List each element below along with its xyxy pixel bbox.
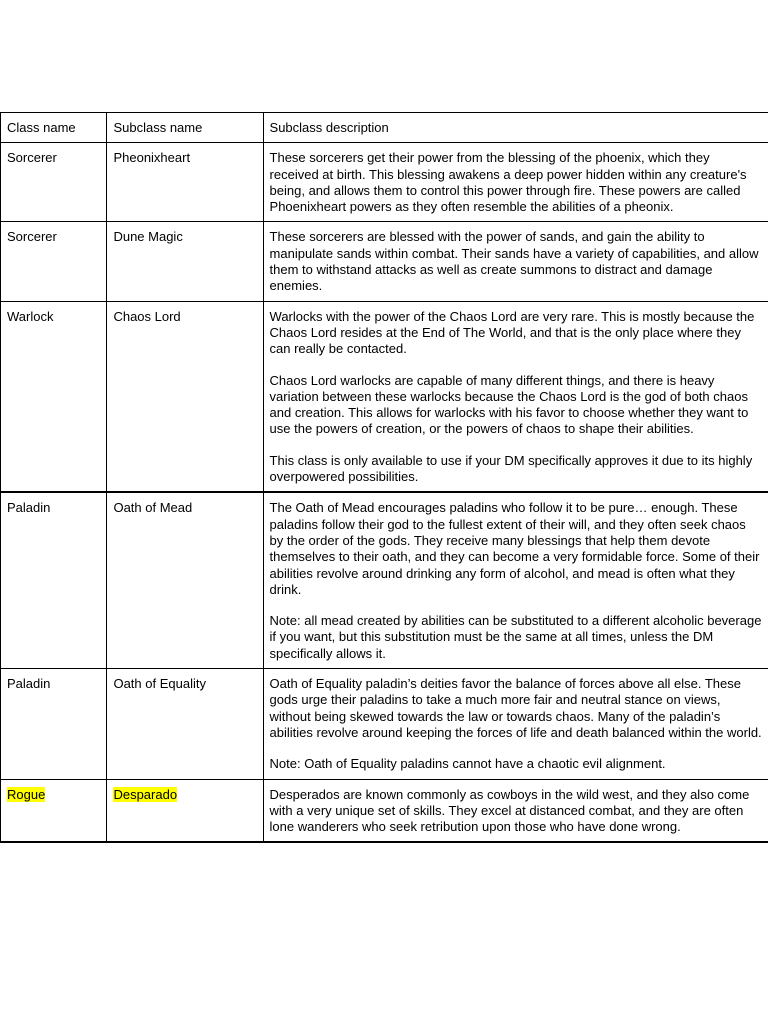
highlighted-subclass: Desparado: [113, 786, 178, 802]
highlighted-class: Rogue: [7, 786, 46, 802]
class-cell: Warlock: [1, 301, 107, 492]
header-subclass-description: Subclass description: [263, 113, 768, 143]
subclass-cell: Chaos Lord: [107, 301, 263, 492]
table-row: [1, 143, 768, 222]
subclass-cell: Dune Magic: [107, 222, 263, 301]
class-cell: Sorcerer: [1, 222, 107, 301]
class-cell: Sorcerer: [1, 143, 107, 222]
description-paragraph: Oath of Equality paladin’s deities favor the balance of forces above all else. These gods urge their paladins to take a much more fair and neutral stance on views, without being skewed towards the law or towards chaos. Many of the paladin’s abilities revolve around keeping the forces of life and death balanced within the world.: [269, 676, 762, 740]
class-cell: [1, 779, 107, 842]
description-paragraph: The Oath of Mead encourages paladins who follow it to be pure… enough. These paladins follow their god to the fullest extent of their will, and they often seek chaos by the order of the gods. They receive many blessings that help them devote themselves to their oath, and they can become a very formidable force. Some of their abilities revolve around drinking any form of alcohol, and mead is often what they drink.: [269, 500, 760, 597]
subclass-cell: Pheonixheart: [107, 143, 263, 222]
description-cell: [263, 143, 768, 222]
description-paragraph: Note: Oath of Equality paladins cannot have a chaotic evil alignment.: [269, 756, 666, 772]
table-row: [1, 492, 768, 668]
class-cell: Paladin: [1, 492, 107, 668]
table-row: [1, 669, 768, 779]
header-class-name: Class name: [1, 113, 107, 143]
subclass-table: [0, 112, 768, 843]
subclass-cell: [107, 779, 263, 842]
table-row: [1, 222, 768, 301]
table-row: [1, 301, 768, 492]
table-header-row: [1, 113, 768, 143]
description-cell: [263, 779, 768, 842]
description-cell: [263, 222, 768, 301]
description-paragraph: Chaos Lord warlocks are capable of many different things, and there is heavy variation between these warlocks because the Chaos Lord is the god of both chaos and creation. This allows for warlocks with his favor to choose whether they want to use the powers of creation, or the powers of chaos to shape their abilities.: [269, 372, 749, 437]
description-paragraph: This class is only available to use if your DM specifically approves it due to its highly overpowered possibilities.: [269, 452, 753, 485]
description-cell: [263, 301, 768, 492]
description-cell: [263, 492, 768, 668]
description-paragraph: Desperados are known commonly as cowboys in the wild west, and they also come with a very unique set of skills. They excel at distanced combat, and they are often lone wanderers who seek retribution upon those who have done wrong.: [269, 786, 750, 835]
table-row: [1, 779, 768, 842]
class-cell: Paladin: [1, 669, 107, 779]
description-paragraph: Warlocks with the power of the Chaos Lord are very rare. This is mostly because the Chaos Lord resides at the End of The World, and that is the only place where they can really be contacted.: [269, 308, 755, 357]
description-paragraph: Note: all mead created by abilities can be substituted to a different alcoholic beverage if you want, but this substitution must be the same at all times, unless the DM specifically allows it.: [269, 613, 762, 661]
subclass-cell: Oath of Mead: [107, 492, 263, 668]
header-subclass-name: Subclass name: [107, 113, 263, 143]
description-paragraph: These sorcerers get their power from the blessing of the phoenix, which they received at birth. This blessing awakens a deep power hidden within any creature's being, and allows them to control this power through fire. These powers are called Phoenixheart powers as they often resemble the abilities of a pheonix.: [269, 150, 747, 215]
subclass-cell: Oath of Equality: [107, 669, 263, 779]
description-paragraph: These sorcerers are blessed with the power of sands, and gain the ability to manipulate sands within combat. Their sands have a variety of capabilities, and allow them to withstand attacks as well as create summons to distract and damage enemies.: [269, 229, 759, 294]
description-cell: [263, 669, 768, 779]
